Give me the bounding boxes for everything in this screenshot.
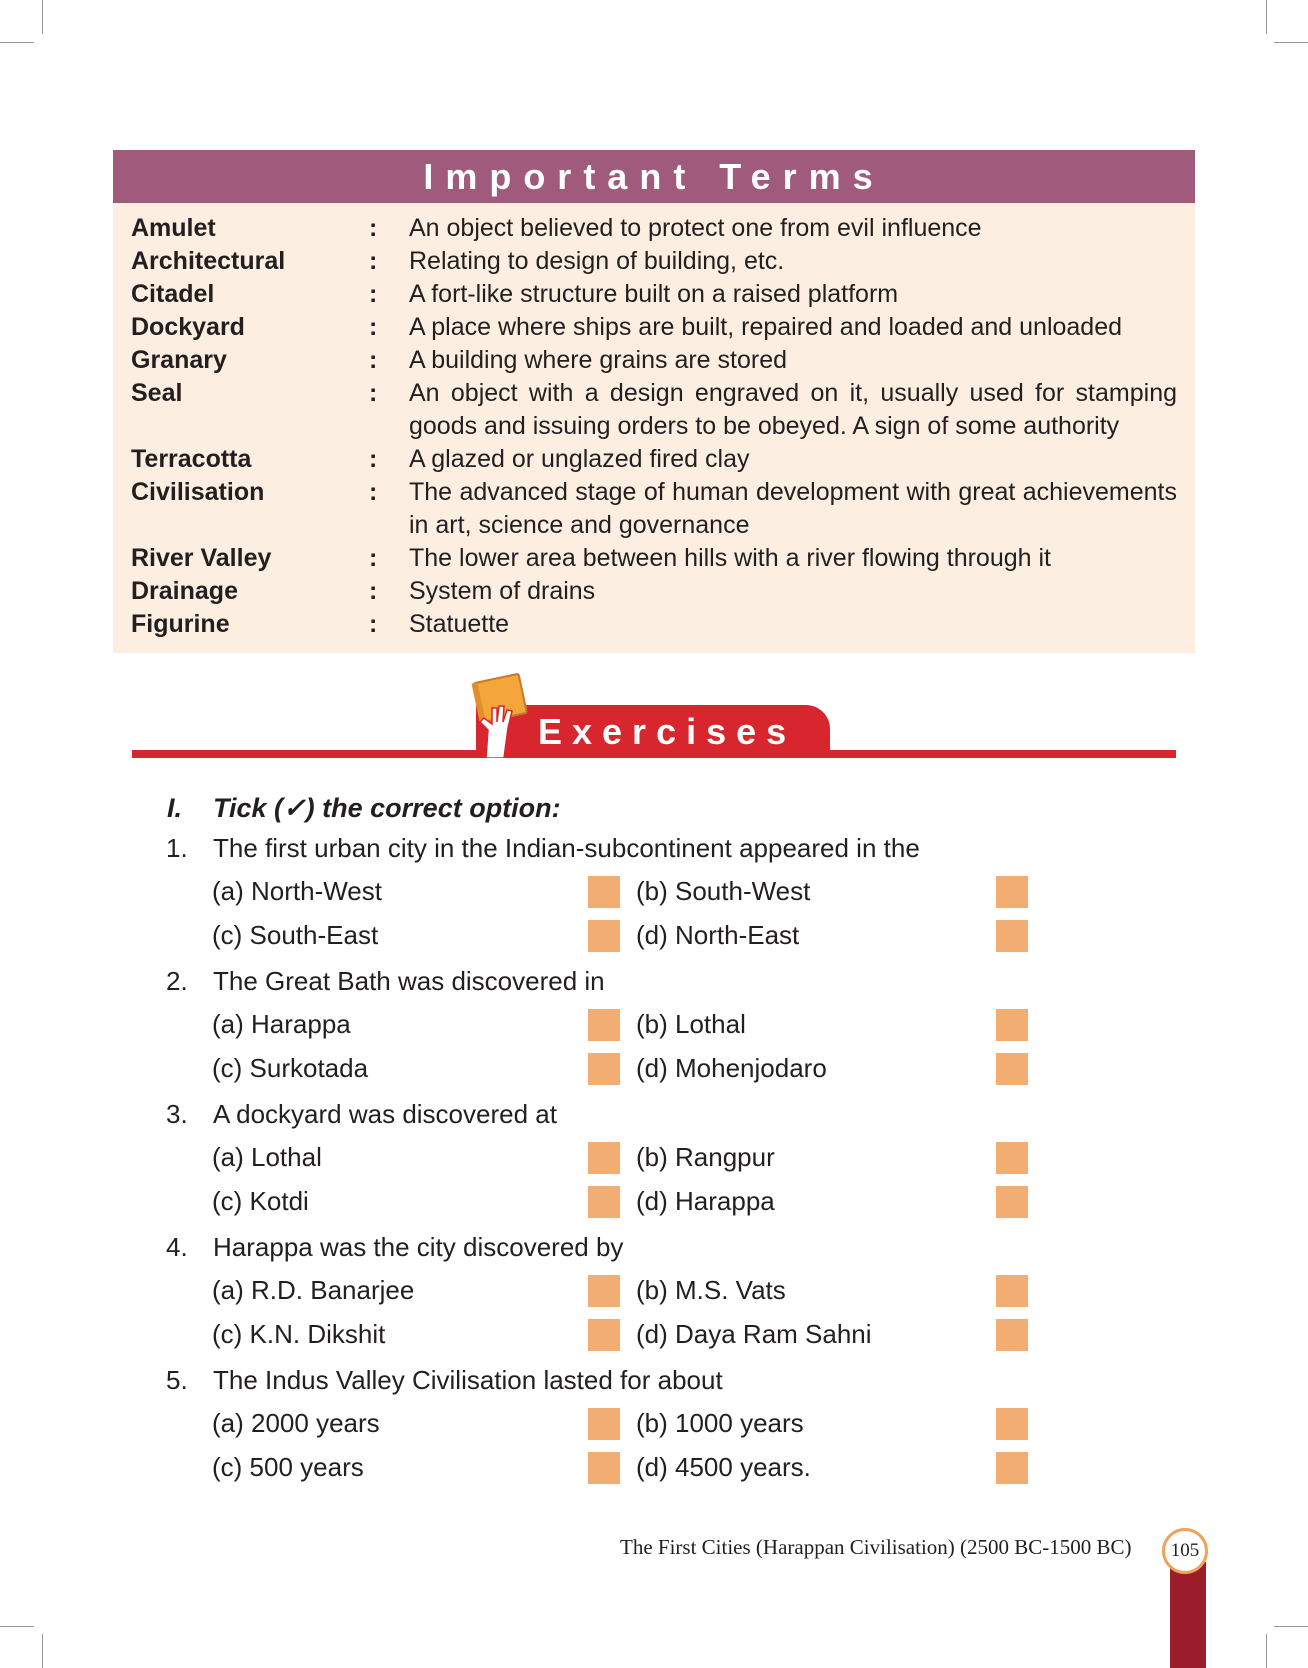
question [166,1362,723,1398]
tick-box[interactable] [996,1319,1028,1351]
question-text: The first urban city in the Indian-subcontinent appeared in the [213,833,920,863]
option-label: (d) Mohenjodaro [636,1053,827,1083]
question [166,1096,557,1132]
term-definition: The lower area between hills with a river flowing through it [409,544,1051,572]
question [166,1229,623,1265]
option-label: (a) R.D. Banarjee [212,1275,415,1305]
chapter-footer: The First Cities (Harappan Civilisation) (2500 BC-1500 BC) [620,1535,1132,1559]
section-title [167,790,561,826]
term-definition: Relating to design of building, etc. [409,247,785,275]
question-text: A dockyard was discovered at [213,1099,557,1129]
tick-box[interactable] [588,1053,620,1085]
term-definition: A building where grains are stored [409,346,788,374]
term-definition: A glazed or unglazed fired clay [409,445,750,473]
hand-holding-book-icon [466,672,536,758]
tick-box[interactable] [588,1142,620,1174]
question-number: 4. [166,1232,188,1262]
crop-mark [1274,42,1308,43]
term: Granary [131,346,227,374]
term-separator: : [369,478,378,506]
term-separator: : [369,379,378,407]
term: Figurine [131,610,230,638]
question-text: The Indus Valley Civilisation lasted for about [213,1365,723,1395]
term: Terracotta [131,445,252,473]
tick-box[interactable] [996,1408,1028,1440]
term-definition: An object believed to protect one from evil influence [409,214,982,242]
crop-mark [1266,0,1267,34]
tick-box[interactable] [588,876,620,908]
term: Seal [131,379,183,407]
crop-mark [1266,1634,1267,1668]
option-label: (a) Harappa [212,1009,351,1039]
option-label: (a) 2000 years [212,1408,380,1438]
exercises-heading: Exercises [538,711,797,752]
tick-box[interactable] [996,1142,1028,1174]
term-separator: : [369,445,378,473]
term-separator: : [369,544,378,572]
term: Architectural [131,247,286,275]
tick-box[interactable] [588,1452,620,1484]
option-label: (b) 1000 years [636,1408,804,1438]
option-label: (d) 4500 years. [636,1452,811,1482]
tick-box[interactable] [996,1053,1028,1085]
tick-box[interactable] [996,920,1028,952]
option-label: (b) South-West [636,876,811,906]
option-label: (c) 500 years [212,1452,364,1482]
term-definition: Statuette [409,610,510,638]
term-definition: A place where ships are built, repaired and loaded and unloaded [409,313,1123,341]
term-definition: System of drains [409,577,596,605]
option-label: (a) Lothal [212,1142,322,1172]
term-separator: : [369,247,378,275]
tick-box[interactable] [996,1186,1028,1218]
term-separator: : [369,346,378,374]
crop-mark [42,1634,43,1668]
question [166,830,920,866]
term: Civilisation [131,478,265,506]
page-number: 105 [1162,1528,1208,1574]
term-separator: : [369,577,378,605]
option-label: (d) North-East [636,920,800,950]
option-label: (c) South-East [212,920,379,950]
term-definition: The advanced stage of human development with great achievements in art, science and governance [409,478,1177,539]
crop-mark [1274,1626,1308,1627]
option-label: (d) Harappa [636,1186,775,1216]
question-number: 3. [166,1099,188,1129]
term-definition: A fort-like structure built on a raised platform [409,280,899,308]
term: Drainage [131,577,238,605]
question-text: The Great Bath was discovered in [213,966,605,996]
option-label: (d) Daya Ram Sahni [636,1319,872,1349]
section-instruction: Tick (✓) the correct option: [213,793,561,823]
tick-box[interactable] [588,1009,620,1041]
term: Amulet [131,214,216,242]
tick-box[interactable] [996,1009,1028,1041]
question-text: Harappa was the city discovered by [213,1232,624,1262]
tick-box[interactable] [996,876,1028,908]
option-label: (c) Kotdi [212,1186,309,1216]
term-separator: : [369,280,378,308]
tick-box[interactable] [588,1319,620,1351]
option-label: (b) Lothal [636,1009,746,1039]
option-label: (b) M.S. Vats [636,1275,786,1305]
tick-box[interactable] [996,1275,1028,1307]
tick-box[interactable] [588,1186,620,1218]
tick-box[interactable] [588,1275,620,1307]
option-label: (c) Surkotada [212,1053,369,1083]
page-tab [1170,1562,1206,1668]
question-number: 1. [166,833,188,863]
tick-box[interactable] [588,1408,620,1440]
tick-box[interactable] [588,920,620,952]
term-definition: An object with a design engraved on it, usually used for stamping goods and issuing orders to be obeyed. A sign of some authority [409,379,1177,440]
term-separator: : [369,313,378,341]
tick-box[interactable] [996,1452,1028,1484]
question-number: 5. [166,1365,188,1395]
question-number: 2. [166,966,188,996]
option-label: (a) North-West [212,876,382,906]
crop-mark [0,42,34,43]
option-label: (c) K.N. Dikshit [212,1319,386,1349]
crop-mark [42,0,43,34]
crop-mark [0,1626,34,1627]
term: River Valley [131,544,272,572]
term-separator: : [369,610,378,638]
term-separator: : [369,214,378,242]
option-label: (b) Rangpur [636,1142,775,1172]
important-terms-heading: Important Terms [113,150,1195,203]
term: Citadel [131,280,215,308]
section-number: I. [167,793,183,823]
term: Dockyard [131,313,245,341]
question [166,963,605,999]
